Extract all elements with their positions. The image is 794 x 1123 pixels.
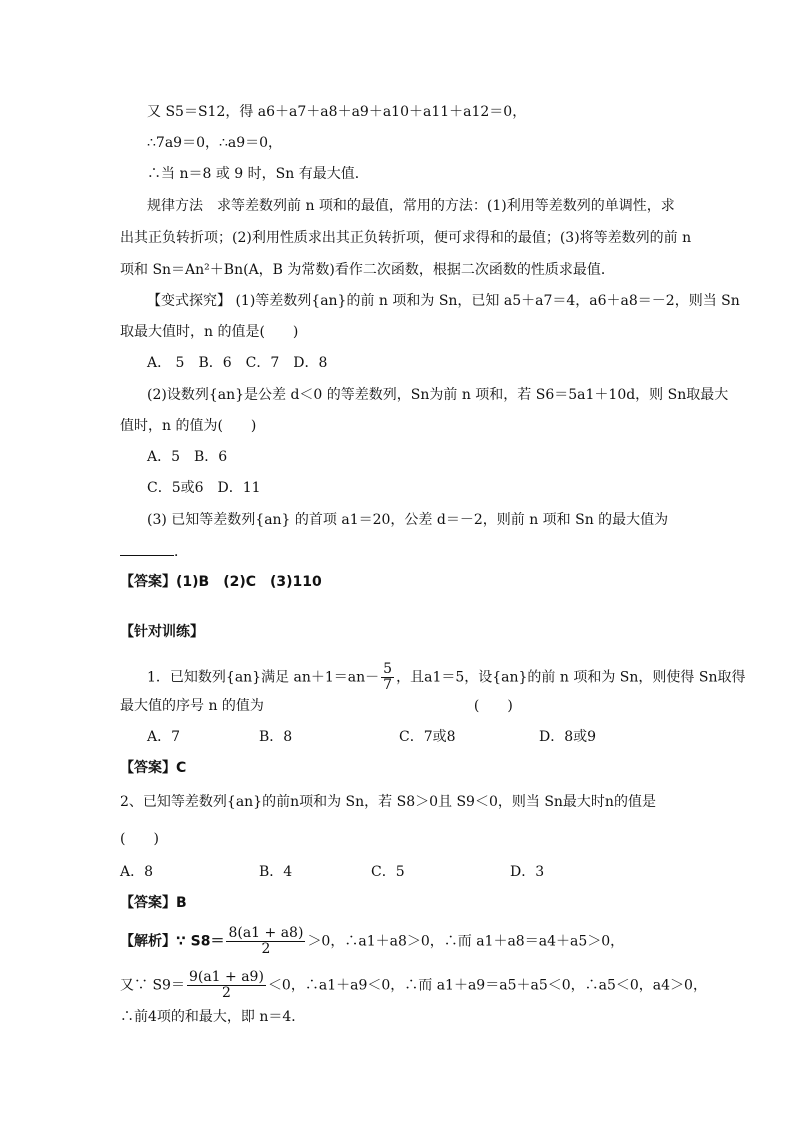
method-paragraph: 规律方法 求等差数列前 n 项和的最值，常用的方法：(1)利用等差数列的单调性，求 [147, 198, 675, 214]
solution-text-a: 又∵ S9＝ [120, 977, 185, 994]
text-line: 值时，n 的值为( ) [120, 418, 257, 434]
text-line: 项和 Sn＝An²＋Bn(A，B 为常数)看作二次函数，根据二次函数的性质求最值． [120, 262, 615, 278]
text-line: ∴7a9＝0，∴a9＝0， [147, 135, 283, 151]
text-line: ( ) [120, 831, 159, 847]
conclusion-line: ∴前4项的和最大，即 n＝4． [120, 1009, 306, 1025]
solution-text: ＞0，∴a1＋a8＞0，∴而 a1＋a8＝a4＋a5＞0， [307, 933, 625, 950]
answer-blank-line [120, 541, 188, 562]
solution-line [120, 970, 707, 1001]
answer-line: 【答案】C [120, 760, 187, 776]
option-b: B．8 [259, 729, 293, 745]
fraction-numerator: 5 [383, 661, 393, 677]
period: ． [174, 544, 188, 560]
question-1 [147, 662, 745, 693]
solution-label: 【解析】∵ S8＝ [120, 933, 225, 950]
question-2: 2、已知等差数列{an}的前n项和为 Sn，若 S8＞0且 S9＜0，则当 Sn最大时n的值是 [120, 794, 656, 810]
fraction-numerator: 8(a1 + a8) [228, 925, 304, 941]
solution-text-b: ＜0，∴a1＋a9＜0，∴而 a1＋a9＝a5＋a5＜0，∴a5＜0，a4＞0， [267, 977, 707, 994]
fraction-denominator: 2 [261, 941, 271, 957]
option-c: C．7或8 [399, 729, 456, 745]
text-line: 又 S5＝S12，得 a6＋a7＋a8＋a9＋a10＋a11＋a12＝0， [147, 104, 527, 120]
text-line: 最大值的序号 n 的值为 ( ) [120, 698, 513, 714]
fraction-denominator: 7 [383, 677, 393, 693]
variant-question-3: (3) 已知等差数列{an} 的首项 a1＝20，公差 d＝－2，则前 n 项和 Sn 的最大值为 [147, 512, 669, 528]
fraction [187, 970, 266, 1001]
options-line: A．5 B．6 [147, 449, 228, 465]
options-line [120, 862, 544, 882]
answer-blank [120, 541, 174, 556]
options-line: A． 5 B．6 C．7 D．8 [147, 355, 328, 371]
solution-line [120, 926, 624, 957]
fraction-numerator: 9(a1 + a9) [188, 969, 264, 985]
fraction [381, 662, 394, 693]
q1-text-b: ，且a1＝5，设{an}的前 n 项和为 Sn，则使得 Sn取得 [396, 669, 746, 686]
options-line [147, 727, 596, 747]
option-b: B．4 [259, 864, 293, 880]
option-a: A．7 [147, 729, 181, 745]
answer-line: 【答案】B [120, 895, 187, 911]
option-d: D．8或9 [539, 729, 597, 745]
options-line: C．5或6 D．11 [147, 480, 261, 496]
option-a: A．8 [120, 864, 154, 880]
text-line: 出其正负转折项；(2)利用性质求出其正负转折项，便可求得和的最值；(3)将等差数列的前 n [120, 230, 692, 246]
text-line: 取最大值时，n 的值是( ) [120, 324, 299, 340]
fraction-denominator: 2 [221, 985, 231, 1001]
fraction [226, 926, 305, 957]
text-line: ∴当 n＝8 或 9 时，Sn 有最大值． [147, 166, 369, 182]
option-c: C．5 [371, 864, 405, 880]
answer-line: 【答案】(1)B (2)C (3)110 [120, 574, 322, 590]
section-heading: 【针对训练】 [120, 624, 204, 640]
variant-question-2: (2)设数列{an}是公差 d＜0 的等差数列，Sn为前 n 项和，若 S6＝5a1＋10d，则 Sn取最大 [147, 387, 729, 403]
option-d: D．3 [510, 864, 545, 880]
q1-text-a: 1．已知数列{an}满足 an＋1＝an－ [147, 669, 380, 686]
variant-question-1: 【变式探究】 (1)等差数列{an}的前 n 项和为 Sn，已知 a5＋a7＝4，a6＋a8＝－2，则当 Sn [147, 293, 740, 309]
